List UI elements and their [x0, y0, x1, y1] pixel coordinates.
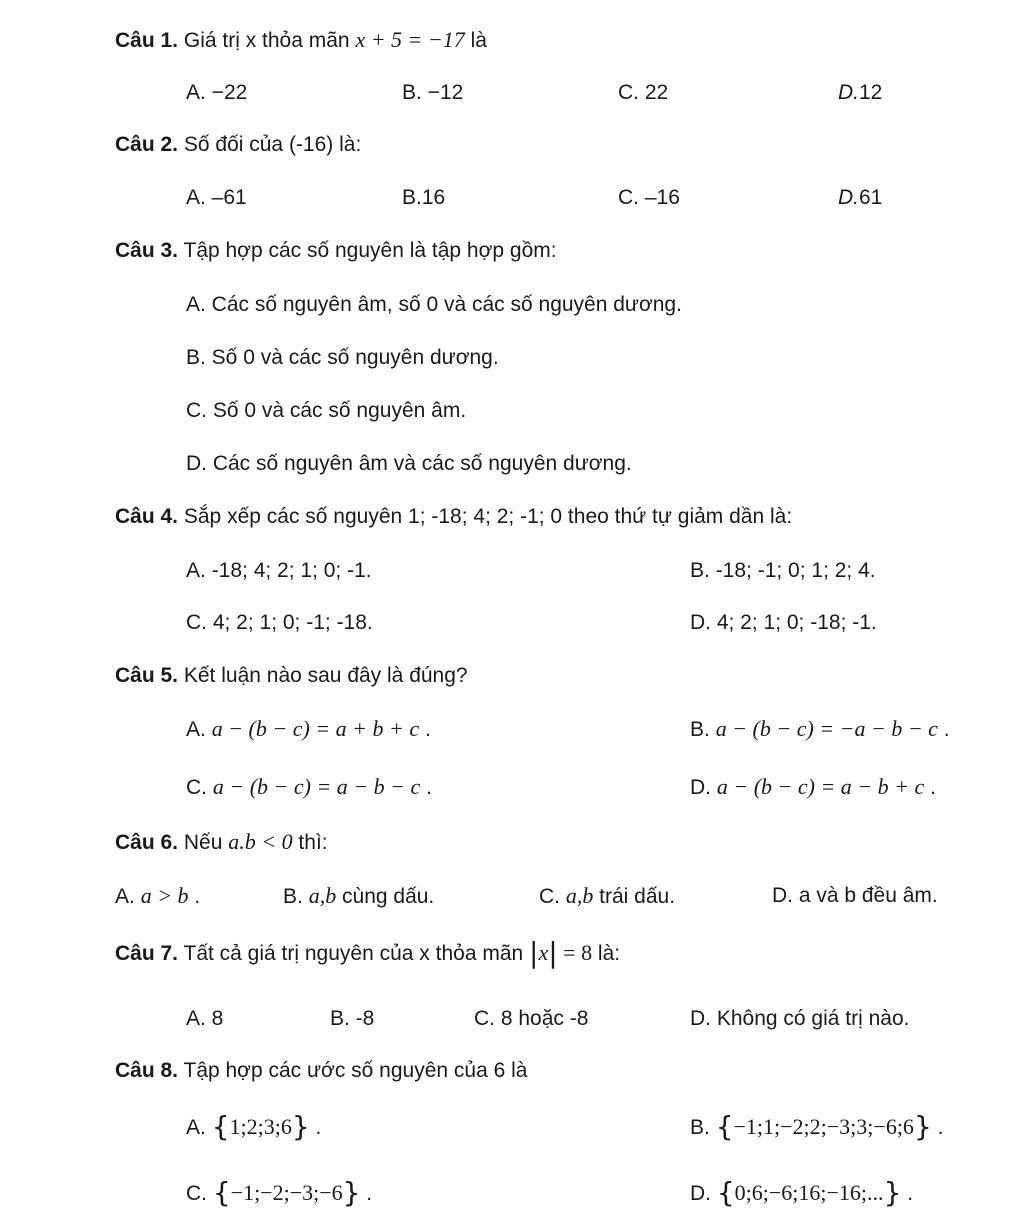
math-expression: a − (b − c) = a − b − c	[212, 774, 421, 799]
option-d: D. 4; 2; 1; 0; -18; -1.	[690, 611, 877, 634]
question-1-stem: Câu 1. Giá trị x thỏa mãn x + 5 = −17 là	[115, 27, 487, 52]
brace-close: }	[342, 1176, 361, 1209]
math-expression: x + 5 = −17	[355, 27, 465, 52]
option-b: B. -18; -1; 0; 1; 2; 4.	[690, 559, 876, 582]
brace-open: {	[211, 1110, 230, 1143]
option-c: C. 22	[618, 81, 669, 104]
math-expression: a,b	[565, 883, 594, 908]
question-label: Câu 8.	[115, 1059, 179, 1082]
question-label: Câu 5.	[115, 664, 179, 687]
question-7-stem: Câu 7. Tất cả giá trị nguyên của x thỏa mãn |x| = 8 là:	[115, 936, 621, 969]
option-a: A. -18; 4; 2; 1; 0; -1.	[186, 559, 372, 582]
math-expression: a.b < 0	[228, 829, 293, 854]
option-a: A. –61	[186, 186, 247, 209]
question-5	[0, 661, 1024, 691]
brace-close: }	[291, 1110, 310, 1143]
option-d: D. a − (b − c) = a − b + c .	[690, 774, 936, 799]
question-4-stem: Câu 4. Sắp xếp các số nguyên 1; -18; 4; 2; -1; 0 theo thứ tự giảm dần là:	[115, 505, 793, 528]
question-1-options	[0, 78, 1024, 108]
option-b: B. -8	[330, 1007, 375, 1030]
question-2	[0, 130, 1024, 160]
question-4-options-cd	[0, 608, 1024, 638]
set-contents: −1;1;−2;2;−3;3;−6;6	[733, 1114, 914, 1139]
brace-open: {	[212, 1176, 231, 1209]
question-label: Câu 7.	[115, 942, 179, 965]
math-expression: a > b	[140, 883, 189, 908]
brace-open: {	[715, 1110, 734, 1143]
question-label: Câu 2.	[115, 133, 179, 156]
question-8	[0, 1056, 1024, 1086]
question-5-options-cd	[0, 772, 1024, 802]
option-b: B. a,b cùng dấu.	[283, 883, 435, 908]
math-expression: a − (b − c) = a − b + c	[716, 774, 925, 799]
question-6	[0, 827, 1024, 857]
option-a: A. 8	[186, 1007, 224, 1030]
option-c: C. 4; 2; 1; 0; -1; -18.	[186, 611, 373, 634]
brace-close: }	[883, 1176, 902, 1209]
question-8-options-ab	[0, 1112, 1024, 1142]
question-2-stem: Câu 2. Số đối của (-16) là:	[115, 133, 362, 156]
question-3-option-b: B. Số 0 và các số nguyên dương.	[186, 346, 499, 369]
question-4	[0, 502, 1024, 532]
option-a: A. a − (b − c) = a + b + c .	[186, 716, 431, 741]
question-8-options-cd	[0, 1178, 1024, 1208]
math-expression: a,b	[308, 883, 337, 908]
set-contents: 1;2;3;6	[229, 1114, 292, 1139]
abs-bar-left: |	[529, 936, 539, 969]
option-a: A. {1;2;3;6} .	[186, 1110, 322, 1143]
brace-close: }	[913, 1110, 932, 1143]
question-6-options	[0, 881, 1024, 911]
question-3-option-c: C. Số 0 và các số nguyên âm.	[186, 399, 467, 422]
question-7	[0, 938, 1024, 968]
abs-bar-right: |	[548, 936, 558, 969]
set-contents: 0;6;−6;16;−16;...	[734, 1180, 884, 1205]
option-c: C. 8 hoặc -8	[474, 1007, 589, 1030]
question-label: Câu 6.	[115, 831, 179, 854]
question-1	[0, 25, 1024, 55]
option-c: C. a,b trái dấu.	[539, 883, 676, 908]
option-a: A. −22	[186, 81, 248, 104]
math-expression: a − (b − c) = −a − b − c	[715, 716, 938, 741]
question-8-stem: Câu 8. Tập hợp các ước số nguyên của 6 là	[115, 1059, 528, 1082]
brace-open: {	[716, 1176, 735, 1209]
option-d: D. a và b đều âm.	[772, 884, 938, 907]
question-3-stem: Câu 3. Tập hợp các số nguyên là tập hợp gồm:	[115, 239, 557, 262]
option-a: A. a > b .	[115, 883, 201, 908]
question-label: Câu 1.	[115, 29, 179, 52]
question-3-option-a: A. Các số nguyên âm, số 0 và các số nguyên dương.	[186, 293, 682, 316]
question-7-options	[0, 1004, 1024, 1034]
option-b: B. {−1;1;−2;2;−3;3;−6;6} .	[690, 1110, 944, 1143]
math-expression: a − (b − c) = a + b + c	[211, 716, 420, 741]
question-5-options-ab	[0, 714, 1024, 744]
option-c: C. –16	[618, 186, 680, 209]
option-b: B. a − (b − c) = −a − b − c .	[690, 716, 950, 741]
option-c: C. {−1;−2;−3;−6} .	[186, 1176, 373, 1209]
question-6-stem: Câu 6. Nếu a.b < 0 thì:	[115, 829, 328, 854]
question-4-options-ab	[0, 556, 1024, 586]
question-3-option-d: D. Các số nguyên âm và các số nguyên dương.	[186, 452, 632, 475]
option-d: D.12	[838, 81, 883, 104]
question-2-options	[0, 183, 1024, 213]
option-b: B. −12	[402, 81, 464, 104]
option-d: D. Không có giá trị nào.	[690, 1007, 910, 1030]
set-contents: −1;−2;−3;−6	[230, 1180, 343, 1205]
question-3	[0, 236, 1024, 266]
option-d: D. {0;6;−6;16;−16;...} .	[690, 1176, 914, 1209]
option-c: C. a − (b − c) = a − b − c .	[186, 774, 432, 799]
option-d: D.61	[838, 186, 883, 209]
question-label: Câu 4.	[115, 505, 179, 528]
question-5-stem: Câu 5. Kết luận nào sau đây là đúng?	[115, 664, 468, 687]
question-label: Câu 3.	[115, 239, 179, 262]
option-b: B.16	[402, 186, 446, 209]
